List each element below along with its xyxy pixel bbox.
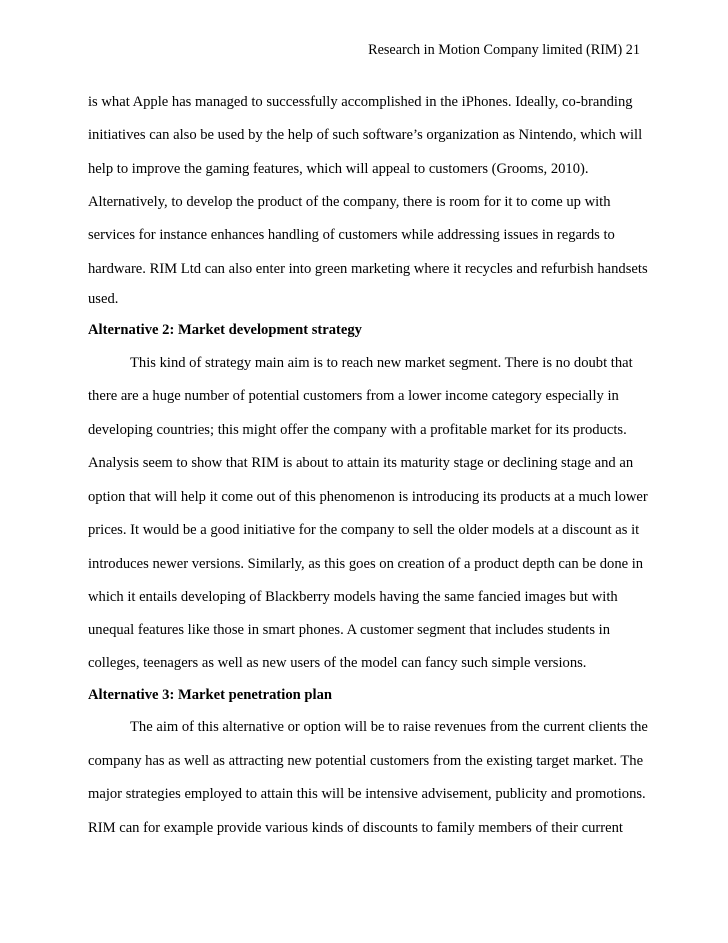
section-heading: Alternative 2: Market development strategy (88, 322, 362, 338)
body-line: used. (88, 291, 119, 307)
body-line: which it entails developing of Blackberry models having the same fancied images but with (88, 589, 618, 605)
body-line: is what Apple has managed to successfully accomplished in the iPhones. Ideally, co-branding (88, 94, 633, 110)
body-line: developing countries; this might offer the company with a profitable market for its products. (88, 422, 627, 438)
body-line: there are a huge number of potential customers from a lower income category especially in (88, 388, 619, 404)
body-line: unequal features like those in smart phones. A customer segment that includes students in (88, 622, 611, 638)
body-line: prices. It would be a good initiative for the company to sell the older models at a discount as it (88, 522, 640, 538)
body-line: Alternatively, to develop the product of the company, there is room for it to come up with (88, 194, 611, 210)
body-line: The aim of this alternative or option will be to raise revenues from the current clients the (130, 719, 648, 735)
body-line: Analysis seem to show that RIM is about to attain its maturity stage or declining stage and an (88, 455, 634, 471)
body-line: introduces newer versions. Similarly, as this goes on creation of a product depth can be done in (88, 556, 644, 572)
body-line: This kind of strategy main aim is to reach new market segment. There is no doubt that (130, 355, 633, 371)
body-line: company has as well as attracting new potential customers from the existing target market. The (88, 753, 644, 769)
body-line: services for instance enhances handling of customers while addressing issues in regards to (88, 227, 615, 243)
running-head: Research in Motion Company limited (RIM) 21 (368, 42, 640, 58)
body-line: initiatives can also be used by the help of such software’s organization as Nintendo, which will (88, 127, 643, 143)
body-line: RIM can for example provide various kinds of discounts to family members of their current (88, 820, 623, 836)
body-line: hardware. RIM Ltd can also enter into green marketing where it recycles and refurbish handsets (88, 261, 648, 277)
body-line: colleges, teenagers as well as new users of the model can fancy such simple versions. (88, 655, 587, 671)
section-heading: Alternative 3: Market penetration plan (88, 687, 332, 703)
body-line: option that will help it come out of this phenomenon is introducing its products at a much lower (88, 489, 648, 505)
body-line: major strategies employed to attain this will be intensive advisement, publicity and promotions. (88, 786, 646, 802)
body-line: help to improve the gaming features, which will appeal to customers (Grooms, 2010). (88, 161, 589, 177)
